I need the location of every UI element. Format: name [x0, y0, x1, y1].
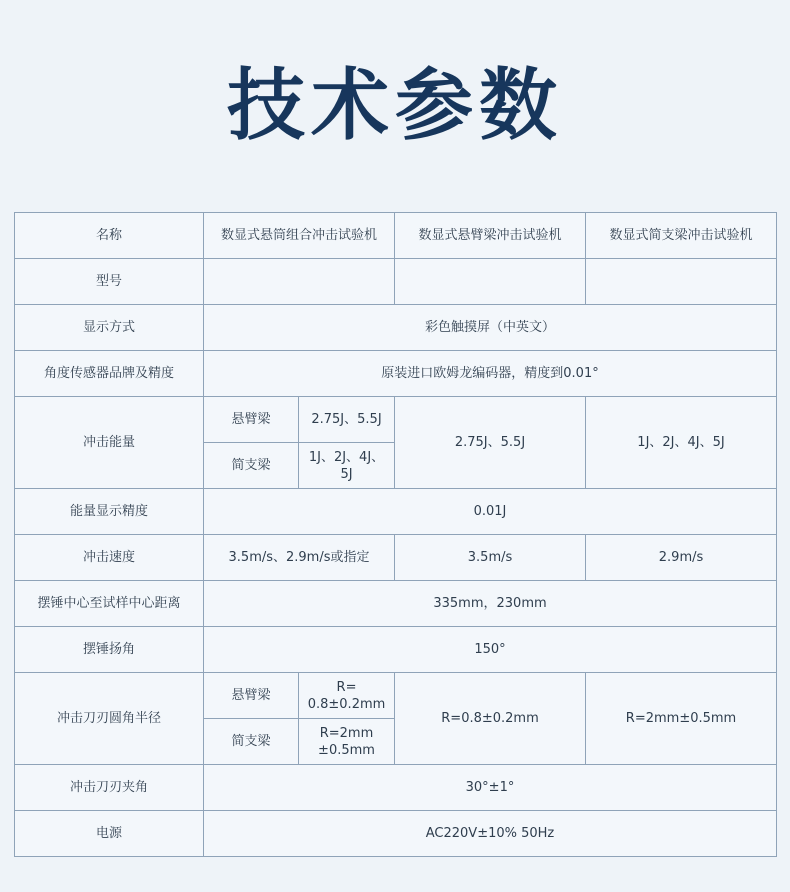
table-row: [15, 397, 777, 443]
table-row: [15, 581, 777, 627]
blade-radius-sub1-value: [299, 673, 395, 719]
impact-speed-col3: 2.9m/s: [586, 535, 777, 581]
spec-table: [14, 212, 777, 857]
table-row: [15, 351, 777, 397]
blade-radius-sub2-value: [299, 719, 395, 765]
lift-angle-value: 150°: [204, 627, 777, 673]
row-label-angle-sensor: 角度传感器品牌及精度: [15, 351, 204, 397]
row-label-blade-angle: 冲击刀刃夹角: [15, 765, 204, 811]
blade-radius-sub2-label: 简支梁: [204, 719, 299, 765]
name-col3: 数显式简支梁冲击试验机: [586, 213, 777, 259]
table-row: [15, 627, 777, 673]
blade-radius-sub2-line2: ±0.5mm: [318, 742, 375, 758]
impact-speed-col1: 3.5m/s、2.9m/s或指定: [204, 535, 395, 581]
angle-sensor-value: 原装进口欧姆龙编码器，精度到0.01°: [204, 351, 777, 397]
impact-energy-sub2-line1: 1J、2J、4J、: [308, 449, 385, 465]
blade-radius-sub1-label: 悬臂梁: [204, 673, 299, 719]
row-label-name: 名称: [15, 213, 204, 259]
row-label-impact-energy: 冲击能量: [15, 397, 204, 489]
impact-energy-col3: 1J、2J、4J、5J: [586, 397, 777, 489]
impact-energy-col2: 2.75J、5.5J: [395, 397, 586, 489]
model-col1: [204, 259, 395, 305]
row-label-model: 型号: [15, 259, 204, 305]
display-value: 彩色触摸屏（中英文）: [204, 305, 777, 351]
impact-energy-sub2-value: [299, 443, 395, 489]
row-label-display: 显示方式: [15, 305, 204, 351]
impact-energy-sub1-label: 悬臂梁: [204, 397, 299, 443]
row-label-impact-speed: 冲击速度: [15, 535, 204, 581]
table-row: [15, 305, 777, 351]
model-col2: [395, 259, 586, 305]
impact-energy-sub1-value: 2.75J、5.5J: [299, 397, 395, 443]
blade-radius-col3: R=2mm±0.5mm: [586, 673, 777, 765]
table-row: [15, 811, 777, 857]
impact-speed-col2: 3.5m/s: [395, 535, 586, 581]
row-label-energy-precision: 能量显示精度: [15, 489, 204, 535]
impact-energy-sub2-line2: 5J: [340, 466, 353, 482]
row-label-power: 电源: [15, 811, 204, 857]
row-label-blade-radius: 冲击刀刃圆角半径: [15, 673, 204, 765]
name-col1: 数显式悬筒组合冲击试验机: [204, 213, 395, 259]
table-row: [15, 535, 777, 581]
blade-radius-col2: R=0.8±0.2mm: [395, 673, 586, 765]
blade-radius-sub1-line2: 0.8±0.2mm: [307, 696, 386, 712]
blade-angle-value: 30°±1°: [204, 765, 777, 811]
pendulum-distance-value: 335mm，230mm: [204, 581, 777, 627]
table-row: [15, 213, 777, 259]
blade-radius-sub1-line1: R=: [336, 679, 357, 695]
energy-precision-value: 0.01J: [204, 489, 777, 535]
row-label-lift-angle: 摆锤扬角: [15, 627, 204, 673]
table-row: [15, 673, 777, 719]
table-row: [15, 489, 777, 535]
impact-energy-sub2-label: 简支梁: [204, 443, 299, 489]
name-col2: 数显式悬臂梁冲击试验机: [395, 213, 586, 259]
table-row: [15, 765, 777, 811]
page-title: 技术参数: [226, 61, 563, 151]
row-label-pendulum-distance: 摆锤中心至试样中心距离: [15, 581, 204, 627]
blade-radius-sub2-line1: R=2mm: [319, 725, 374, 741]
table-row: [15, 259, 777, 305]
model-col3: [586, 259, 777, 305]
power-value: AC220V±10% 50Hz: [204, 811, 777, 857]
